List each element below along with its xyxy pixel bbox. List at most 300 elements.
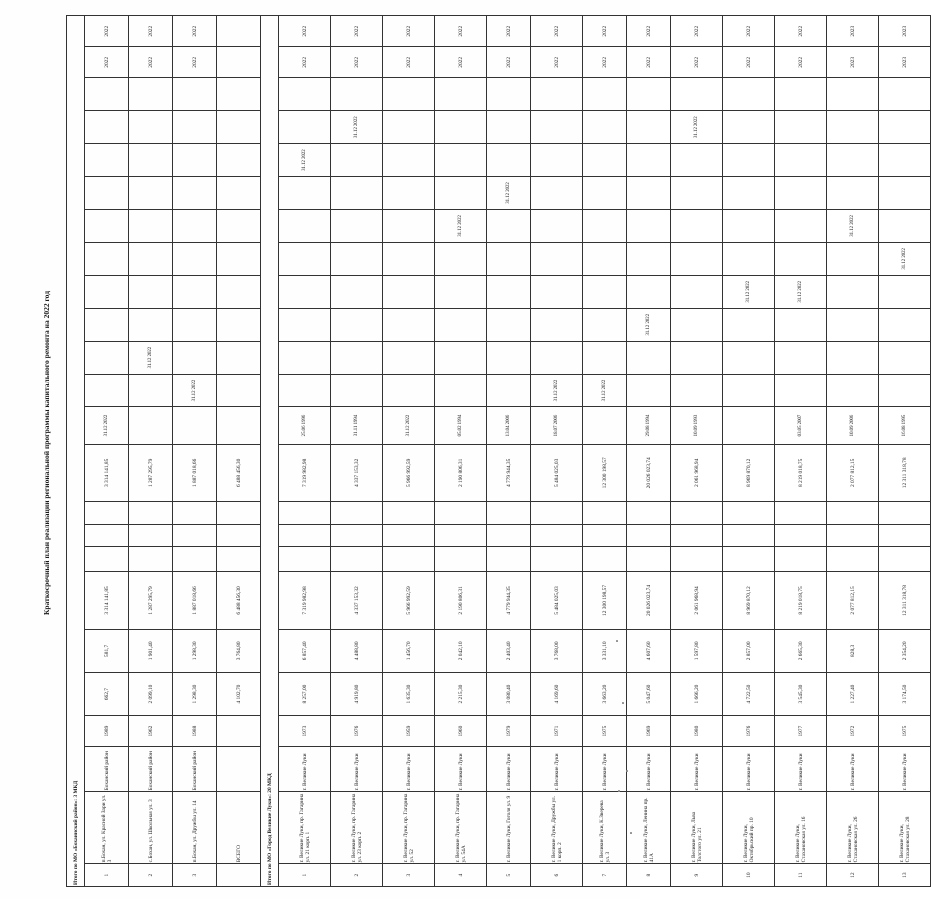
completion-date-cell: 31.12 2022	[173, 374, 217, 407]
fact-year-cell: 2022	[627, 16, 671, 47]
row-number: 1	[279, 864, 331, 887]
address-cell: г. Великие Луки, Гоголя ул. 9	[487, 792, 531, 864]
empty-cell	[383, 78, 435, 111]
privatization-date-cell: 10.09 2006	[827, 407, 879, 444]
empty-cell	[723, 341, 775, 374]
privatization-date-cell: 03.05 2007	[775, 407, 827, 444]
empty-cell	[723, 308, 775, 341]
total-area-cell: 2 215,30	[435, 672, 487, 715]
completion-date-cell: 31.12 2022	[827, 209, 879, 242]
total-area-cell: 1 298,30	[173, 672, 217, 715]
address-cell: г. Великие Луки, пр. Гагарина ул. 52	[383, 792, 435, 864]
row-number: 12	[827, 864, 879, 887]
plan-year-cell: 2022	[583, 47, 627, 78]
fund-cost-cell: 1 887 018,66	[173, 444, 217, 502]
row-number	[217, 864, 261, 887]
build-year-cell: 1975	[583, 716, 627, 747]
table-row	[671, 16, 723, 887]
empty-cell	[331, 78, 383, 111]
empty-cell	[775, 374, 827, 407]
build-year-cell: 1959	[383, 716, 435, 747]
municipality-cell: г. Великие Луки	[331, 747, 383, 792]
empty-cell	[279, 374, 331, 407]
empty-cell	[723, 242, 775, 275]
empty-cell	[627, 374, 671, 407]
empty-cell	[827, 78, 879, 111]
empty-cell	[217, 209, 261, 242]
empty-cell	[723, 111, 775, 144]
fund-cost-cell: 8 969 870,12	[723, 444, 775, 502]
fact-year-cell: 2022	[279, 16, 331, 47]
empty-cell	[827, 374, 879, 407]
empty-cell	[879, 144, 931, 177]
row-number: 11	[775, 864, 827, 887]
empty-cell	[279, 308, 331, 341]
empty-cell	[279, 209, 331, 242]
living-area-cell: 2 665,30	[775, 629, 827, 672]
empty-cell	[775, 308, 827, 341]
table-row	[331, 16, 383, 887]
empty-cell	[217, 524, 261, 547]
privatization-date-cell: 25.06 1996	[279, 407, 331, 444]
empty-cell	[217, 78, 261, 111]
empty-cell	[671, 242, 723, 275]
plan-year-cell: 2022	[173, 47, 217, 78]
empty-cell	[435, 111, 487, 144]
completion-date-cell: 31.12 2022	[85, 407, 129, 444]
total-area-cell: 4 169,60	[531, 672, 583, 715]
address-cell: г. Великие Луки, Ленина пр. 41А	[627, 792, 671, 864]
build-year-cell	[217, 716, 261, 747]
empty-cell	[583, 547, 627, 572]
living-area-cell: 1 298,30	[173, 629, 217, 672]
total-area-cell: 4 919,80	[331, 672, 383, 715]
fact-year-cell: 2022	[129, 16, 173, 47]
total-area-cell: 3 080,40	[487, 672, 531, 715]
build-year-cell: 1980	[671, 716, 723, 747]
row-number: 2	[331, 864, 383, 887]
empty-cell	[279, 177, 331, 210]
empty-cell	[583, 111, 627, 144]
living-area-cell: 2 042,10	[435, 629, 487, 672]
living-area-cell: 4 488,80	[331, 629, 383, 672]
empty-cell	[173, 524, 217, 547]
row-number: 3	[173, 864, 217, 887]
table-row	[173, 16, 217, 887]
empty-cell	[173, 502, 217, 525]
empty-cell	[879, 524, 931, 547]
empty-cell	[531, 547, 583, 572]
empty-cell	[487, 209, 531, 242]
empty-cell	[435, 308, 487, 341]
empty-cell	[827, 177, 879, 210]
empty-cell	[173, 547, 217, 572]
empty-cell	[671, 275, 723, 308]
build-year-cell: 1979	[487, 716, 531, 747]
empty-cell	[435, 144, 487, 177]
municipality-cell: г. Великие Луки	[671, 747, 723, 792]
empty-cell	[173, 341, 217, 374]
row-number: 13	[879, 864, 931, 887]
empty-cell	[627, 341, 671, 374]
living-area-cell: 3 768,00	[531, 629, 583, 672]
empty-cell	[383, 341, 435, 374]
fact-year-cell: 2022	[531, 16, 583, 47]
completion-date-cell: 31.12 2022	[583, 374, 627, 407]
address-cell: г. Великие Луки, пр. Гагарина ул. 21 корп. 1	[279, 792, 331, 864]
empty-cell	[671, 177, 723, 210]
empty-cell	[723, 524, 775, 547]
table-row	[879, 16, 931, 887]
section-label: Итого по МО «Город Великие Луки»: 20 МКД	[261, 16, 279, 887]
living-area-cell: 6 857,40	[279, 629, 331, 672]
empty-cell	[383, 374, 435, 407]
empty-cell	[383, 242, 435, 275]
empty-cell	[827, 144, 879, 177]
total-cost-cell: 12 311 318,78	[879, 572, 931, 630]
empty-cell	[827, 111, 879, 144]
empty-cell	[531, 308, 583, 341]
plan-year-cell: 2022	[383, 47, 435, 78]
empty-cell	[173, 144, 217, 177]
rotated-sheet	[6, 13, 911, 893]
address-cell: г. Великие Луки, Дружбы ул. 1 корп. 2	[531, 792, 583, 864]
living-area-cell: 1 456,70	[383, 629, 435, 672]
empty-cell	[879, 275, 931, 308]
empty-cell	[583, 502, 627, 525]
empty-cell	[671, 144, 723, 177]
address-cell: г. Великие Луки, Стахановская ул. 16	[775, 792, 827, 864]
address-cell: п.Бохан, ул. Дружбы ул. 14	[173, 792, 217, 864]
row-number: 3	[383, 864, 435, 887]
living-area-cell: 2 857,00	[723, 629, 775, 672]
completion-date-cell: 31.12 2022	[383, 407, 435, 444]
build-year-cell: 1989	[85, 716, 129, 747]
build-year-cell: 1960	[435, 716, 487, 747]
total-cost-cell: 5 966 992,59	[383, 572, 435, 630]
empty-cell	[85, 502, 129, 525]
empty-cell	[383, 177, 435, 210]
empty-cell	[435, 374, 487, 407]
municipality-cell: г. Великие Луки	[583, 747, 627, 792]
total-cost-cell: 8 969 870,12	[723, 572, 775, 630]
empty-cell	[671, 308, 723, 341]
empty-cell	[723, 374, 775, 407]
empty-cell	[487, 547, 531, 572]
empty-cell	[583, 242, 627, 275]
empty-cell	[383, 308, 435, 341]
address-cell: п.Бохан, ул. Красной Зари ул. 3	[85, 792, 129, 864]
empty-cell	[435, 547, 487, 572]
empty-cell	[775, 177, 827, 210]
empty-cell	[583, 209, 627, 242]
plan-year-cell: 2022	[671, 47, 723, 78]
fact-year-cell: 2022	[723, 16, 775, 47]
privatization-date-cell: 29.08 1994	[627, 407, 671, 444]
empty-cell	[279, 78, 331, 111]
fact-year-cell: 2022	[331, 16, 383, 47]
section-label: Итого по МО «Бохаинский район»: 3 МКД	[67, 16, 85, 887]
municipality-cell: г. Великие Луки	[383, 747, 435, 792]
municipality-cell: г. Великие Луки	[827, 747, 879, 792]
table-row	[279, 16, 331, 887]
empty-cell	[487, 111, 531, 144]
empty-cell	[217, 111, 261, 144]
municipality-cell	[217, 747, 261, 792]
address-cell: г. Великие Луки, Стахановская ул. 28	[879, 792, 931, 864]
empty-cell	[129, 374, 173, 407]
plan-year-cell: 2022	[435, 47, 487, 78]
empty-cell	[583, 308, 627, 341]
empty-cell	[879, 374, 931, 407]
empty-cell	[129, 547, 173, 572]
empty-cell	[85, 78, 129, 111]
municipality-cell: г. Великие Луки	[531, 747, 583, 792]
total-cost-cell: 20 026 023,74	[627, 572, 671, 630]
municipality-cell: г. Великие Луки	[279, 747, 331, 792]
table-row	[827, 16, 879, 887]
total-cost-cell: 4 779 944,35	[487, 572, 531, 630]
table-row	[85, 16, 129, 887]
empty-cell	[487, 502, 531, 525]
empty-cell	[85, 524, 129, 547]
privatization-date-cell: 13.04 2006	[487, 407, 531, 444]
build-year-cell: 1976	[331, 716, 383, 747]
completion-date-cell: 31.12 2022	[279, 144, 331, 177]
address-cell: г. Великие Луки, Стахановская ул. 26	[827, 792, 879, 864]
empty-cell	[129, 144, 173, 177]
plan-year-cell: 2022	[627, 47, 671, 78]
address-cell: г. Великие Луки, пр. Гагарина ул. 23 корп. 2	[331, 792, 383, 864]
privatization-date-cell	[173, 407, 217, 444]
total-cost-cell: 5 484 025,03	[531, 572, 583, 630]
empty-cell	[331, 502, 383, 525]
fund-cost-cell: 4 337 153,32	[331, 444, 383, 502]
empty-cell	[531, 502, 583, 525]
empty-cell	[487, 524, 531, 547]
empty-cell	[129, 242, 173, 275]
total-cost-cell: 8 219 018,75	[775, 572, 827, 630]
empty-cell	[331, 341, 383, 374]
empty-cell	[173, 275, 217, 308]
completion-date-cell: 31.12 2022	[627, 308, 671, 341]
empty-cell	[583, 275, 627, 308]
plan-year-cell: 2022	[331, 47, 383, 78]
empty-cell	[279, 524, 331, 547]
empty-cell	[827, 502, 879, 525]
empty-cell	[129, 275, 173, 308]
total-cost-cell: 4 337 153,32	[331, 572, 383, 630]
scan-speck	[622, 702, 624, 704]
empty-cell	[627, 78, 671, 111]
empty-cell	[671, 524, 723, 547]
total-area-cell: 1 227,40	[827, 672, 879, 715]
empty-cell	[671, 502, 723, 525]
plan-year-cell: 2022	[279, 47, 331, 78]
completion-date-cell: 31.12 2022	[435, 209, 487, 242]
empty-cell	[129, 308, 173, 341]
total-cost-cell: 1 287 295,79	[129, 572, 173, 630]
empty-cell	[173, 78, 217, 111]
fund-cost-cell: 12 311 318,78	[879, 444, 931, 502]
plan-year-cell: 2023	[879, 47, 931, 78]
scan-speck	[626, 770, 628, 772]
empty-cell	[775, 242, 827, 275]
empty-cell	[627, 209, 671, 242]
empty-cell	[383, 111, 435, 144]
empty-cell	[775, 209, 827, 242]
total-cost-cell: 6 488 456,30	[217, 572, 261, 630]
privatization-date-cell	[723, 407, 775, 444]
living-area-cell: 1 597,80	[671, 629, 723, 672]
municipality-cell: Боханский район	[129, 747, 173, 792]
municipality-cell: г. Великие Луки	[723, 747, 775, 792]
empty-cell	[383, 524, 435, 547]
empty-cell	[723, 144, 775, 177]
empty-cell	[671, 341, 723, 374]
total-area-cell: 1 635,30	[383, 672, 435, 715]
empty-cell	[85, 209, 129, 242]
address-cell: г. Великие Луки, Льва Толстого ул. 21	[671, 792, 723, 864]
fund-cost-cell: 5 966 992,59	[383, 444, 435, 502]
section-header-row	[67, 16, 85, 887]
fact-year-cell	[217, 16, 261, 47]
plan-year-cell: 2022	[775, 47, 827, 78]
empty-cell	[383, 502, 435, 525]
plan-year-cell: 2022	[723, 47, 775, 78]
empty-cell	[531, 242, 583, 275]
completion-date-cell: 31.12 2022	[487, 177, 531, 210]
table-row	[217, 16, 261, 887]
fund-cost-cell: 6 488 456,30	[217, 444, 261, 502]
total-cost-cell: 2 190 806,31	[435, 572, 487, 630]
empty-cell	[173, 177, 217, 210]
empty-cell	[827, 275, 879, 308]
table-row	[383, 16, 435, 887]
row-number: 8	[627, 864, 671, 887]
total-area-cell: 1 666,20	[671, 672, 723, 715]
empty-cell	[627, 111, 671, 144]
empty-cell	[85, 341, 129, 374]
empty-cell	[583, 144, 627, 177]
empty-cell	[879, 308, 931, 341]
completion-date-cell: 31.12 2022	[129, 341, 173, 374]
scan-speck	[618, 790, 620, 792]
row-number: 10	[723, 864, 775, 887]
total-area-cell: 3 174,50	[879, 672, 931, 715]
total-cost-cell: 7 319 982,98	[279, 572, 331, 630]
empty-cell	[173, 209, 217, 242]
empty-cell	[827, 547, 879, 572]
total-area-cell: 2 099,10	[129, 672, 173, 715]
address-cell: г. Великие Луки, Октябрьский пр. 10	[723, 792, 775, 864]
empty-cell	[383, 209, 435, 242]
fact-year-cell: 2022	[85, 16, 129, 47]
total-cost-cell: 2 061 968,94	[671, 572, 723, 630]
table-row	[583, 16, 627, 887]
total-area-cell: 4 722,50	[723, 672, 775, 715]
empty-cell	[331, 144, 383, 177]
empty-cell	[879, 341, 931, 374]
empty-cell	[723, 547, 775, 572]
row-number: 1	[85, 864, 129, 887]
empty-cell	[217, 502, 261, 525]
empty-cell	[627, 524, 671, 547]
empty-cell	[129, 111, 173, 144]
empty-cell	[279, 111, 331, 144]
fund-cost-cell: 2 061 968,94	[671, 444, 723, 502]
empty-cell	[827, 242, 879, 275]
empty-cell	[85, 111, 129, 144]
build-year-cell: 1962	[129, 716, 173, 747]
empty-cell	[217, 144, 261, 177]
empty-cell	[129, 209, 173, 242]
empty-cell	[435, 275, 487, 308]
build-year-cell: 1973	[279, 716, 331, 747]
empty-cell	[217, 242, 261, 275]
empty-cell	[217, 341, 261, 374]
empty-cell	[435, 242, 487, 275]
empty-cell	[85, 308, 129, 341]
plan-year-cell	[217, 47, 261, 78]
fund-cost-cell: 5 484 025,03	[531, 444, 583, 502]
section-header-row	[261, 16, 279, 887]
fact-year-cell: 2022	[775, 16, 827, 47]
empty-cell	[627, 275, 671, 308]
living-area-cell: 2 403,40	[487, 629, 531, 672]
empty-cell	[331, 209, 383, 242]
empty-cell	[775, 524, 827, 547]
plan-year-cell: 2022	[487, 47, 531, 78]
empty-cell	[531, 111, 583, 144]
empty-cell	[879, 111, 931, 144]
empty-cell	[487, 341, 531, 374]
empty-cell	[723, 209, 775, 242]
empty-cell	[331, 275, 383, 308]
empty-cell	[531, 78, 583, 111]
empty-cell	[435, 78, 487, 111]
empty-cell	[435, 177, 487, 210]
empty-cell	[671, 209, 723, 242]
empty-cell	[331, 177, 383, 210]
completion-date-cell: 31.12 2022	[879, 242, 931, 275]
privatization-date-cell	[583, 407, 627, 444]
empty-cell	[383, 275, 435, 308]
build-year-cell: 1969	[627, 716, 671, 747]
total-cost-cell: 3 314 141,85	[85, 572, 129, 630]
completion-date-cell: 31.12 2022	[531, 374, 583, 407]
municipality-cell: Боханский район	[173, 747, 217, 792]
empty-cell	[775, 78, 827, 111]
empty-cell	[279, 275, 331, 308]
empty-cell	[85, 374, 129, 407]
table-row	[531, 16, 583, 887]
empty-cell	[775, 111, 827, 144]
living-area-cell: 828,3	[827, 629, 879, 672]
empty-cell	[775, 144, 827, 177]
total-cost-cell: 1 887 018,66	[173, 572, 217, 630]
address-cell: г. Великие Луки, пр. Гагарина ул. 54А	[435, 792, 487, 864]
privatization-date-cell: 10.09 1993	[671, 407, 723, 444]
empty-cell	[129, 524, 173, 547]
fact-year-cell: 2022	[383, 16, 435, 47]
fund-cost-cell: 8 219 018,75	[775, 444, 827, 502]
empty-cell	[531, 275, 583, 308]
fact-year-cell: 2023	[827, 16, 879, 47]
row-number: 4	[435, 864, 487, 887]
empty-cell	[331, 524, 383, 547]
empty-cell	[531, 177, 583, 210]
